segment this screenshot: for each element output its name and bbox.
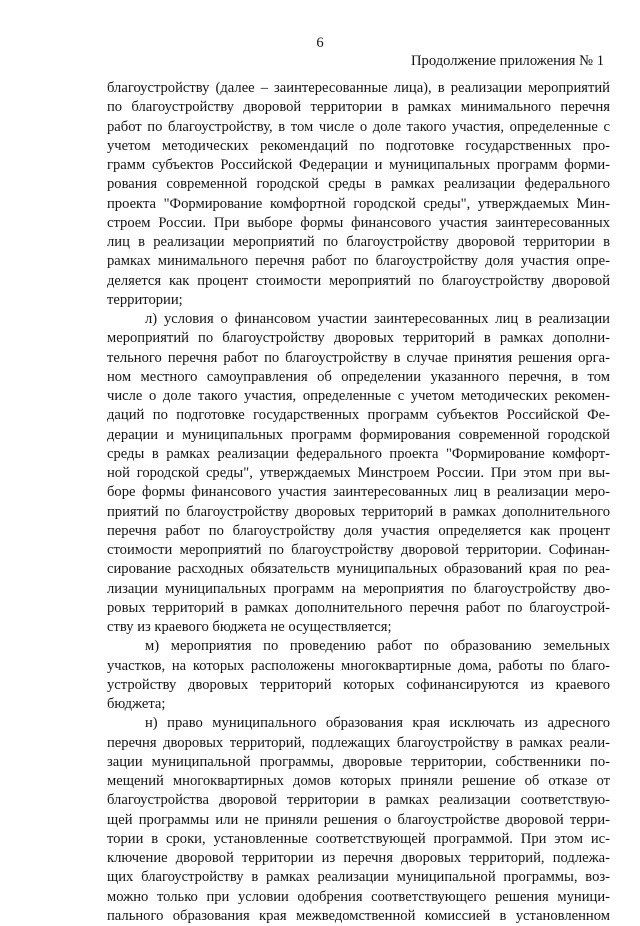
text-line: строем России. При выборе формы финансового участия заинтересованных xyxy=(107,214,610,231)
text-line: мероприятий по благоустройству дворовых территорий в рамках дополни- xyxy=(107,330,610,347)
text-line: боре формы финансового участия заинтересованных лиц в реализации меро- xyxy=(107,484,610,501)
text-line: м) мероприятия по проведению работ по образованию земельных xyxy=(145,638,610,655)
text-line: л) условия о финансовом участии заинтересованных лиц в реализации xyxy=(145,311,610,327)
text-line: перечня дворовых территорий, подлежащих благоустройству в рамках реали- xyxy=(107,734,610,751)
text-line: ной городской среды", утверждаемых Минстроем России. При этом при вы- xyxy=(107,465,610,481)
text-line: учетом методических рекомендаций по подготовке государственных про- xyxy=(107,137,610,154)
text-line: деляется как процент стоимости мероприятий по благоустройству дворовой xyxy=(107,272,610,289)
text-line: зации муниципальной программы, дворовые территории, собственники по- xyxy=(107,753,610,770)
text-line: ству из краевого бюджета не осуществляется; xyxy=(107,619,392,635)
text-line: перечня работ по благоустройству доля участия определяется как процент xyxy=(107,522,610,539)
text-line: благоустройству (далее – заинтересованные лица), в реализации мероприятий xyxy=(107,80,610,96)
text-line: мещений многоквартирных домов которых приняли решение об отказе от xyxy=(107,773,610,789)
text-line: работ по благоустройству, в том числе о доле такого участия, определенные с xyxy=(107,118,610,135)
text-line: тории в сроки, установленные соответствующей программой. При этом ис- xyxy=(107,830,610,847)
text-line: щей программы или не приняли решения о благоустройстве дворовой терри- xyxy=(107,811,610,828)
text-line: рамках минимального перечня работ по благоустройству доля участия опре- xyxy=(107,253,610,270)
text-line: по благоустройству дворовой территории в рамках минимального перечня xyxy=(107,99,610,116)
text-line: территории; xyxy=(107,291,183,308)
text-line: можно только при условии одобрения соответствующего решения муници- xyxy=(107,888,610,905)
text-line: ключение дворовой территории из перечня дворовых территорий, подлежа- xyxy=(107,850,610,866)
page-number: 6 xyxy=(316,35,324,51)
appendix-note: Продолжение приложения № 1 xyxy=(411,53,604,69)
text-line: участков, на которых расположены многоквартирные дома, работы по благо- xyxy=(107,657,610,674)
text-line: рования современной городской среды в рамках реализации федерального xyxy=(107,176,610,193)
text-line: приятий по благоустройству дворовых территорий в рамках дополнительного xyxy=(107,503,610,520)
text-line: бюджета; xyxy=(107,696,166,712)
body-text xyxy=(107,79,610,926)
text-line: лиц в реализации мероприятий по благоустройству дворовой территории в xyxy=(107,234,610,250)
text-line: щих благоустройству в рамках реализации муниципальной программы, воз- xyxy=(107,869,610,886)
text-line: числе о доле такого участия, определенные с учетом методических рекомен- xyxy=(107,388,610,404)
text-line: тельного перечня работ по благоустройству в случае принятия решения орга- xyxy=(107,349,610,366)
text-line: грамм субъектов Российской Федерации и муниципальных программ форми- xyxy=(107,157,610,173)
text-line: стоимости мероприятий по благоустройству дворовой территории. Софинан- xyxy=(107,542,610,558)
text-line: пального образования края межведомственной комиссией в установленном xyxy=(107,907,610,924)
text-line: даций по подготовке государственных программ субъектов Российской Фе- xyxy=(107,407,610,424)
text-line: н) право муниципального образования края исключать из адресного xyxy=(145,715,610,732)
text-line: ном местного самоуправления об определении указанного перечня, в том xyxy=(107,368,610,385)
text-line: устройству дворовых территорий которых софинансируются из краевого xyxy=(107,676,610,693)
text-line: благоустройства дворовой территории в рамках реализации соответствую- xyxy=(107,792,610,809)
text-line: дерации и муниципальных программ формирования современной городской xyxy=(107,426,610,443)
text-line: среды в рамках реализации федерального проекта "Формирование комфорт- xyxy=(107,445,610,462)
text-line: сирование расходных обязательств муниципальных образований края по реа- xyxy=(107,561,610,578)
text-line: проекта "Формирование комфортной городской среды", утверждаемых Мин- xyxy=(107,195,610,212)
text-line: ровых территорий в рамках дополнительного перечня работ по благоустрой- xyxy=(107,599,610,616)
text-line: лизации муниципальных программ на мероприятия по благоустройству дво- xyxy=(107,580,610,597)
